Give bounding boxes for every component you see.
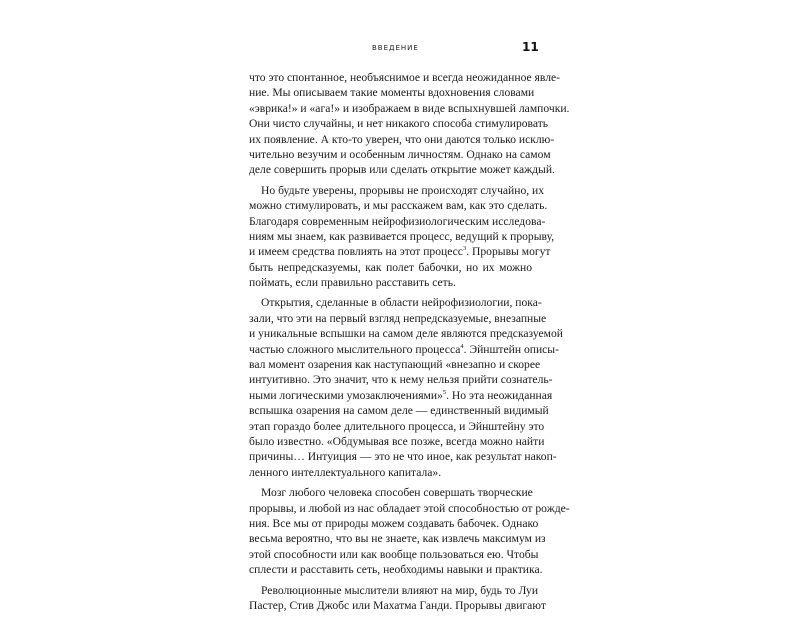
text-line (249, 388, 553, 403)
footnote-reference: 3 (462, 245, 467, 253)
line-text: зали, что эти на первый взгляд непредсказуемые, внезапные (249, 311, 547, 325)
paragraph (249, 485, 570, 577)
paragraph (249, 183, 555, 291)
line-text: и имеем средства повлиять на этот процесс (249, 245, 463, 259)
text-line (249, 132, 555, 147)
line-text: Они чисто случайны, и нет никакого способа стимулировать (249, 117, 549, 131)
text-line (249, 198, 548, 213)
line-text: интуитивно. Это значит, что к нему нельзя прийти сознатель- (249, 373, 553, 387)
text-line (249, 183, 545, 198)
line-text: чительно везучим и особенным личностям. Однако на самом (249, 147, 551, 161)
line-text: и уникальные вспышки на самом деле являются предсказуемой (249, 327, 564, 341)
text-line (249, 449, 557, 464)
line-text: Мозг любого человека способен совершать творческие (261, 486, 533, 500)
line-text: было известно. «Обдумывая все позже, всегда можно найти (249, 434, 545, 448)
text-line (249, 260, 532, 275)
line-text-continued: . Прорывы могут (466, 245, 551, 259)
text-line (249, 465, 532, 480)
line-text: Но будьте уверены, прорывы не происходят случайно, их (261, 183, 545, 197)
text-line (249, 547, 539, 562)
text-line (249, 583, 539, 598)
line-text: можно стимулировать, и мы расскажем вам, как это сделать. (249, 199, 548, 213)
line-text: быть непредсказуемы, как полет бабочки, но их можно (249, 260, 532, 274)
text-line (249, 101, 570, 116)
line-text: ленного интеллектуального капитала». (249, 465, 442, 479)
text-line (249, 516, 539, 531)
text-line (249, 295, 542, 310)
line-text-continued: . Но эта неожиданная (446, 388, 553, 402)
page-number: 11 (522, 40, 539, 54)
line-text: этап гораздо более длительного процесса, и Эйнштейну это (249, 419, 545, 433)
text-line (249, 501, 570, 516)
text-line (249, 70, 560, 85)
line-text: деле совершить прорыв или сделать открытие может каждый. (249, 163, 555, 177)
text-line (249, 419, 545, 434)
line-text-continued: . Эйнштейн описы- (463, 342, 559, 356)
line-text: поймать, если правильно расставить сеть. (249, 276, 456, 290)
text-line (249, 531, 546, 546)
line-text: вспышка озарения на самом деле — единственный видимый (249, 404, 549, 418)
line-text: причины… Интуиция — это не что иное, как результат накоп- (249, 450, 557, 464)
text-line (249, 357, 541, 372)
line-text: Благодаря современным нейрофизиологическим исследова- (249, 214, 546, 228)
line-text: ния. Все мы от природы можем создавать бабочек. Однако (249, 516, 539, 530)
line-text: ными логическими умозаключениями» (249, 388, 443, 402)
paragraph (249, 295, 564, 480)
line-text: «эврика!» и «ага!» и изображаем в виде вспыхнувшей лампочки. (249, 101, 570, 115)
line-text: частью сложного мыслительного процесса (249, 342, 461, 356)
line-text: Пастер, Стив Джобс или Махатма Ганди. Прорывы двигают (249, 598, 546, 612)
body-text (249, 70, 570, 618)
text-line (249, 162, 555, 177)
text-line (249, 485, 532, 500)
running-header (0, 40, 800, 56)
text-line (249, 147, 551, 162)
line-text: ние. Мы описываем такие моменты вдохновения словами (249, 86, 535, 100)
line-text: сплести и расставить сеть, необходимы навыки и практика. (249, 563, 543, 577)
text-line (249, 372, 553, 387)
running-title: ВВЕДЕНИЕ (372, 44, 419, 52)
text-line (249, 244, 551, 259)
line-text: этой способности или как вообще пользоваться ею. Чтобы (249, 547, 539, 561)
footnote-reference: 5 (442, 388, 447, 396)
text-line (249, 116, 549, 131)
text-line (249, 311, 547, 326)
line-text: их появление. А кто-то уверен, что они даются только исклю- (249, 132, 555, 146)
footnote-reference: 4 (460, 342, 464, 350)
line-text: Революционные мыслители влияют на мир, будь то Луи (261, 583, 539, 597)
text-line (249, 562, 543, 577)
line-text: ниям мы знаем, как развивается процесс, ведущий к прорыву, (249, 229, 555, 243)
line-text: прорывы, и любой из нас обладает этой способностью от рожде- (249, 501, 570, 515)
paragraph (249, 583, 546, 614)
text-line (249, 434, 545, 449)
text-line (249, 85, 535, 100)
text-line (249, 598, 546, 613)
line-text: весьма вероятно, что вы не знаете, как извлечь максимум из (249, 532, 546, 546)
text-line (249, 403, 549, 418)
paragraph (249, 70, 570, 178)
line-text: что это спонтанное, необъяснимое и всегда неожиданное явле- (249, 71, 560, 84)
line-text: вал момент озарения как наступающий «внезапно и скорее (249, 358, 541, 372)
text-line (249, 342, 559, 357)
text-line (249, 275, 532, 290)
text-line (249, 229, 555, 244)
line-text: Открытия, сделанные в области нейрофизиологии, пока- (261, 296, 542, 310)
text-line (249, 214, 546, 229)
text-line (249, 326, 564, 341)
